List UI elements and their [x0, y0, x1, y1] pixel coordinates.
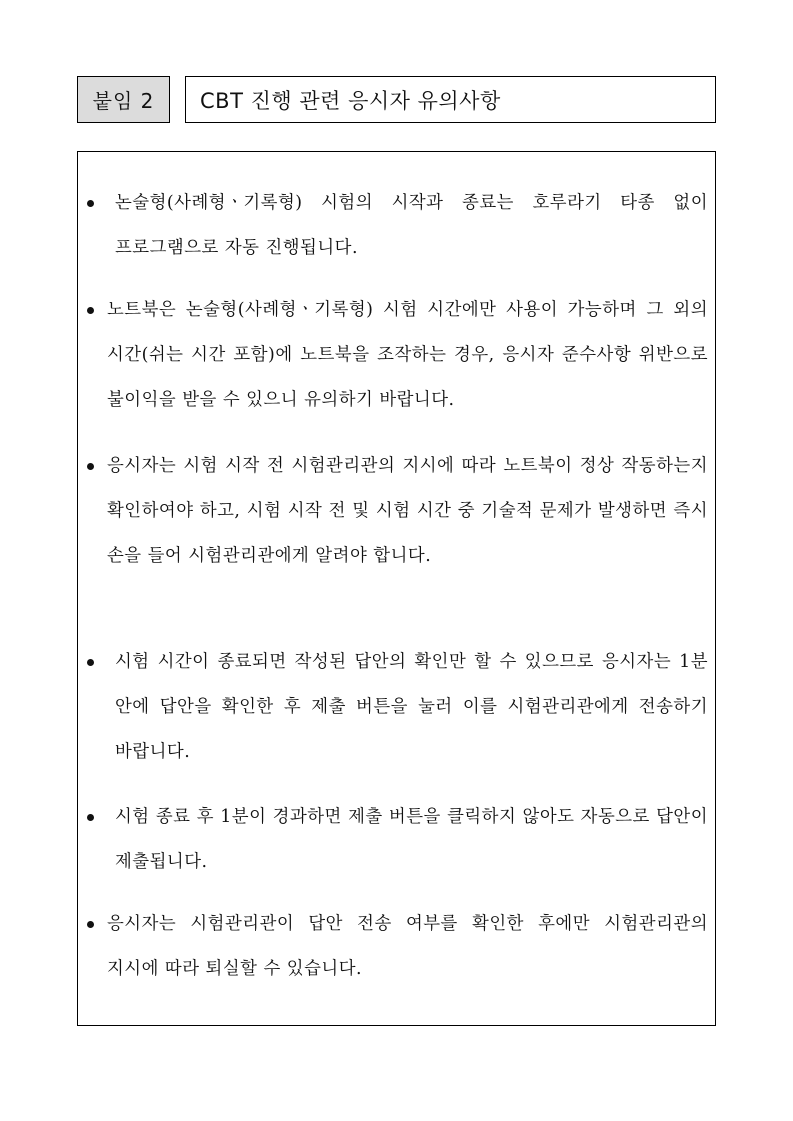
attachment-label: 붙임 2 — [77, 76, 170, 123]
bullet-icon — [87, 659, 94, 666]
notice-text: 시험 종료 후 1분이 경과하면 제출 버튼을 클릭하지 않아도 자동으로 답안이 제출됩니다. — [115, 807, 708, 872]
bullet-icon — [87, 921, 94, 928]
bullet-icon — [87, 814, 94, 821]
bullet-icon — [87, 307, 94, 314]
notice-text: 시험 시간이 종료되면 작성된 답안의 확인만 할 수 있으므로 응시자는 1분 안에 답안을 확인한 후 제출 버튼을 눌러 이를 시험관리관에게 전송하기 바랍니다. — [115, 652, 708, 762]
notice-text: 응시자는 시험 시작 전 시험관리관의 지시에 따라 노트북이 정상 작동하는지 확인하여야 하고, 시험 시작 전 및 시험 시간 중 기술적 문제가 발생하면 즉시 손을 들어 시험관리관에게 알려야 합니다. — [107, 456, 708, 566]
notice-text: 노트북은 논술형(사례형ㆍ기록형) 시험 시간에만 사용이 가능하며 그 외의 시간(쉬는 시간 포함)에 노트북을 조작하는 경우, 응시자 준수사항 위반으로 불이익을 받을 수 있으니 유의하기 바랍니다. — [107, 300, 708, 410]
notice-text: 논술형(사례형ㆍ기록형) 시험의 시작과 종료는 호루라기 타종 없이 프로그램으로 자동 진행됩니다. — [115, 193, 708, 258]
notice-text: 응시자는 시험관리관이 답안 전송 여부를 확인한 후에만 시험관리관의 지시에 따라 퇴실할 수 있습니다. — [107, 914, 708, 979]
bullet-icon — [87, 463, 94, 470]
page-title: CBT 진행 관련 응시자 유의사항 — [185, 76, 716, 123]
bullet-icon — [87, 200, 94, 207]
notice-box — [77, 151, 716, 1026]
